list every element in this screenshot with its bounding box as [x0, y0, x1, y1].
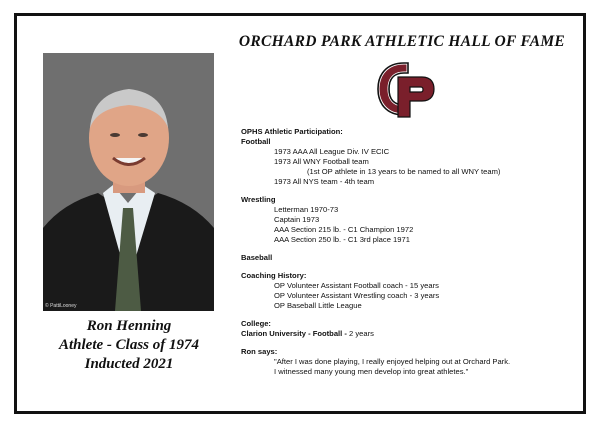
football-heading: Football — [241, 137, 271, 146]
inductee-name: Ron Henning — [86, 318, 172, 334]
orchard-park-logo — [374, 57, 438, 123]
induction-year: Inducted 2021 — [84, 356, 174, 372]
coaching-heading: Coaching History: — [241, 271, 307, 280]
coaching-line: OP Baseball Little League — [274, 301, 362, 310]
quote-line: I witnessed many young men develop into great athletes." — [274, 367, 469, 376]
college-line — [241, 329, 581, 339]
college-heading: College: — [241, 319, 271, 328]
football-line: 1973 AAA All League Div. IV ECIC — [274, 147, 390, 156]
wrestling-line: Captain 1973 — [274, 215, 320, 224]
wrestling-line: AAA Section 215 lb. - C1 Champion 1972 — [274, 225, 414, 234]
page-title: ORCHARD PARK ATHLETIC HALL OF FAME — [238, 33, 566, 50]
wrestling-line: AAA Section 250 lb. - C1 3rd place 1971 — [274, 235, 410, 244]
inductee-photo — [43, 53, 214, 311]
bio-content — [241, 127, 581, 377]
college-years: 2 years — [346, 329, 374, 338]
coaching-line: OP Volunteer Assistant Football coach - 15 years — [274, 281, 439, 290]
coaching-line: OP Volunteer Assistant Wrestling coach - 3 years — [274, 291, 440, 300]
wrestling-heading: Wrestling — [241, 195, 276, 204]
photo-credit: © PattiLooney — [45, 303, 77, 309]
football-line: (1st OP athlete in 13 years to be named to all WNY team) — [307, 167, 501, 176]
quote-heading: Ron says: — [241, 347, 278, 356]
wrestling-line: Letterman 1970-73 — [274, 205, 339, 214]
participation-heading: OPHS Athletic Participation: — [241, 127, 343, 136]
football-line: 1973 All WNY Football team — [274, 157, 369, 166]
baseball-heading: Baseball — [241, 253, 273, 262]
inductee-role: Athlete - Class of 1974 — [58, 337, 199, 353]
quote-line: "After I was done playing, I really enjoyed helping out at Orchard Park. — [274, 357, 511, 366]
football-line: 1973 All NYS team - 4th team — [274, 177, 375, 186]
college-school: Clarion University - Football - — [241, 329, 347, 338]
